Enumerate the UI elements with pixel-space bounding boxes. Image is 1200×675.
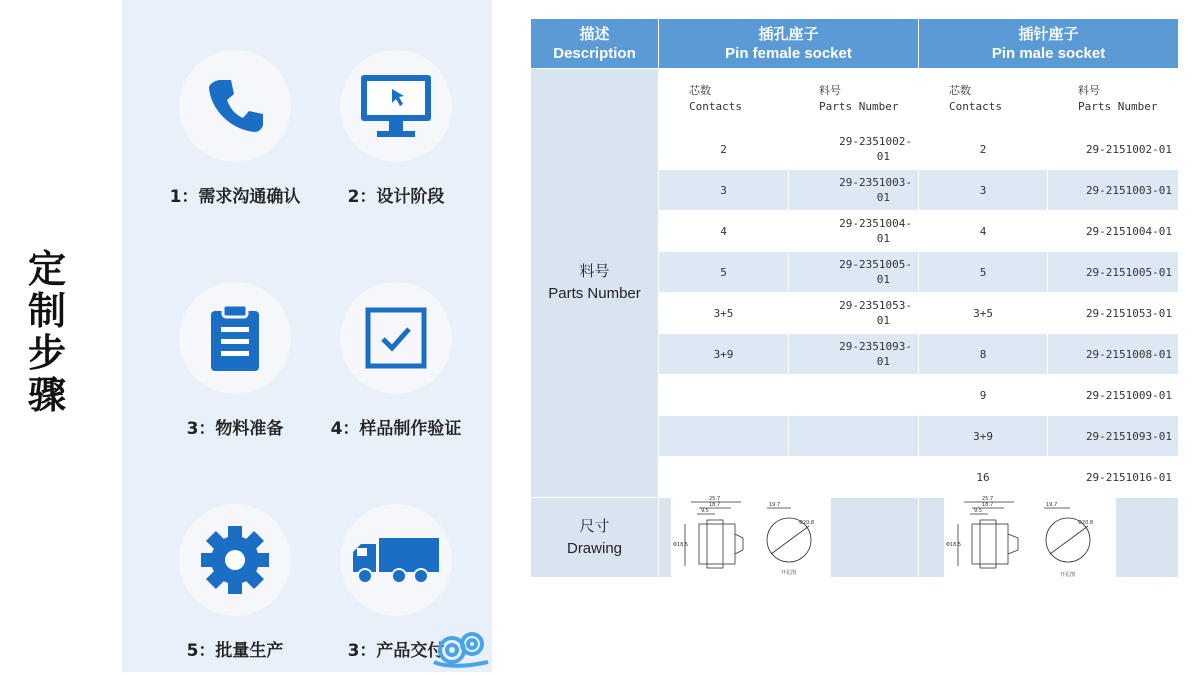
- male-drawing-cell: [919, 498, 1179, 578]
- subheader-text: Parts Number: [819, 99, 899, 113]
- monitor-icon: [359, 73, 433, 139]
- subheader-text: 芯数: [689, 83, 711, 97]
- male-part: 29-2151008-01: [1048, 334, 1179, 375]
- male-part: 29-2151053-01: [1048, 293, 1179, 334]
- female-contacts: 3+9: [659, 334, 789, 375]
- subheader-text: 料号: [819, 83, 841, 97]
- step-2: [311, 50, 481, 207]
- step-5: [150, 504, 320, 661]
- female-part: [789, 416, 919, 457]
- female-part: [789, 170, 919, 211]
- female-drawing: [671, 494, 831, 578]
- step-icon-circle: [179, 282, 291, 394]
- page-title-char: 骤: [27, 373, 66, 417]
- part-line: 29-2351003-: [839, 176, 913, 189]
- dim-a: 18.7: [709, 502, 721, 508]
- drawing-label: [531, 498, 659, 578]
- part-line: 01: [876, 150, 891, 163]
- step-label: 4：样品制作验证: [330, 419, 462, 439]
- subheader-text: 料号: [1078, 83, 1101, 97]
- dim-b: 9.5: [974, 508, 982, 514]
- header-male: [919, 19, 1179, 69]
- part-line: 29-2351004-: [839, 217, 913, 230]
- drawing-caption: 开孔图: [781, 570, 797, 576]
- step-label: 1：需求沟通确认: [169, 187, 301, 207]
- dim-d: Φ18.5: [673, 542, 689, 548]
- clipboard-icon: [207, 303, 263, 373]
- dim-a: 18.7: [982, 502, 994, 508]
- dim-d: Φ18.5: [946, 542, 962, 548]
- step-label: 5：批量生产: [186, 641, 284, 661]
- part-line: 29-2351005-: [839, 258, 913, 271]
- female-contacts: [659, 375, 789, 416]
- steps-panel: [122, 0, 492, 672]
- male-contacts: 9: [919, 375, 1048, 416]
- dim-total: 25.7: [982, 496, 994, 502]
- male-part: 29-2151005-01: [1048, 252, 1179, 293]
- subheader-contacts: [659, 69, 789, 129]
- male-contacts: 5: [919, 252, 1048, 293]
- female-contacts: [659, 457, 789, 498]
- subheader-parts: [789, 69, 919, 129]
- dim-c: 19.7: [769, 502, 781, 508]
- cloud-ornament-icon: [432, 626, 490, 670]
- part-line: 01: [876, 355, 891, 368]
- male-contacts: 4: [919, 211, 1048, 252]
- header-text: Pin female socket: [725, 44, 852, 62]
- part-line: 01: [876, 273, 891, 286]
- subheader-parts: [1048, 69, 1179, 129]
- male-part: 29-2151093-01: [1048, 416, 1179, 457]
- step-icon-circle: [179, 50, 291, 162]
- checkbox-icon: [364, 306, 428, 370]
- female-part: [789, 252, 919, 293]
- drawing-caption: 开孔图: [1060, 572, 1076, 578]
- phone-icon: [203, 74, 267, 138]
- gear-icon: [199, 524, 271, 596]
- header-female: [659, 19, 919, 69]
- step-4: [311, 282, 481, 439]
- part-line: 29-2351053-: [839, 299, 913, 312]
- label-en: Parts Number: [548, 285, 641, 302]
- step-label: 3：产品交付: [347, 641, 445, 661]
- page-title-char: 定: [27, 247, 66, 291]
- dim-e: Φ20.8: [1078, 520, 1094, 526]
- header-description: [531, 19, 659, 69]
- female-contacts: 3+5: [659, 293, 789, 334]
- female-contacts: 4: [659, 211, 789, 252]
- male-contacts: 16: [919, 457, 1048, 498]
- subheader-text: Contacts: [949, 99, 1002, 113]
- page-title-char: 制: [27, 289, 66, 333]
- header-text: 描述: [579, 24, 610, 43]
- male-part: 29-2151002-01: [1048, 129, 1179, 170]
- female-contacts: 2: [659, 129, 789, 170]
- female-contacts: 5: [659, 252, 789, 293]
- step-icon-circle: [179, 504, 291, 616]
- header-text: 插孔座子: [758, 24, 819, 43]
- label-cn: 尺寸: [579, 517, 610, 535]
- male-drawing: [944, 494, 1116, 580]
- male-contacts: 8: [919, 334, 1048, 375]
- female-part: [789, 293, 919, 334]
- label-cn: 料号: [579, 263, 610, 280]
- part-line: 01: [876, 232, 891, 245]
- header-text: Pin male socket: [991, 44, 1106, 62]
- header-text: Description: [553, 44, 636, 62]
- spec-table: [530, 18, 1179, 578]
- dim-b: 9.5: [701, 508, 709, 514]
- dim-total: 25.7: [709, 496, 721, 502]
- step-icon-circle: [340, 504, 452, 616]
- male-part: 29-2151003-01: [1048, 170, 1179, 211]
- subheader-text: 芯数: [949, 83, 972, 97]
- male-contacts: 3+9: [919, 416, 1048, 457]
- dim-e: Φ20.8: [799, 520, 815, 526]
- female-contacts: [659, 416, 789, 457]
- female-part: [789, 129, 919, 170]
- female-drawing-cell: [659, 498, 919, 578]
- part-line: 29-2351002-: [839, 135, 913, 148]
- female-contacts: 3: [659, 170, 789, 211]
- part-line: 29-2351093-: [839, 340, 913, 353]
- female-part: [789, 334, 919, 375]
- dim-c: 19.7: [1046, 502, 1058, 508]
- male-contacts: 2: [919, 129, 1048, 170]
- part-line: 01: [876, 191, 891, 204]
- page-title-char: 步: [27, 331, 66, 375]
- female-part: [789, 457, 919, 498]
- male-part: 29-2151004-01: [1048, 211, 1179, 252]
- label-en: Drawing: [566, 539, 623, 557]
- step-icon-circle: [340, 50, 452, 162]
- step-label: 3：物料准备: [186, 419, 284, 439]
- step-icon-circle: [340, 282, 452, 394]
- truck-icon: [351, 534, 441, 586]
- step-1: [150, 50, 320, 207]
- subheader-text: Parts Number: [1078, 99, 1158, 113]
- female-part: [789, 211, 919, 252]
- header-text: 插针座子: [1018, 24, 1079, 43]
- parts-number-label: [531, 69, 659, 498]
- part-line: 01: [876, 314, 891, 327]
- subheader-text: Contacts: [689, 99, 742, 113]
- male-part: 29-2151016-01: [1048, 457, 1179, 498]
- male-contacts: 3+5: [919, 293, 1048, 334]
- male-contacts: 3: [919, 170, 1048, 211]
- subheader-contacts: [919, 69, 1048, 129]
- step-label: 2：设计阶段: [347, 187, 445, 207]
- male-part: 29-2151009-01: [1048, 375, 1179, 416]
- page-title: [22, 248, 72, 416]
- female-part: [789, 375, 919, 416]
- step-3: [150, 282, 320, 439]
